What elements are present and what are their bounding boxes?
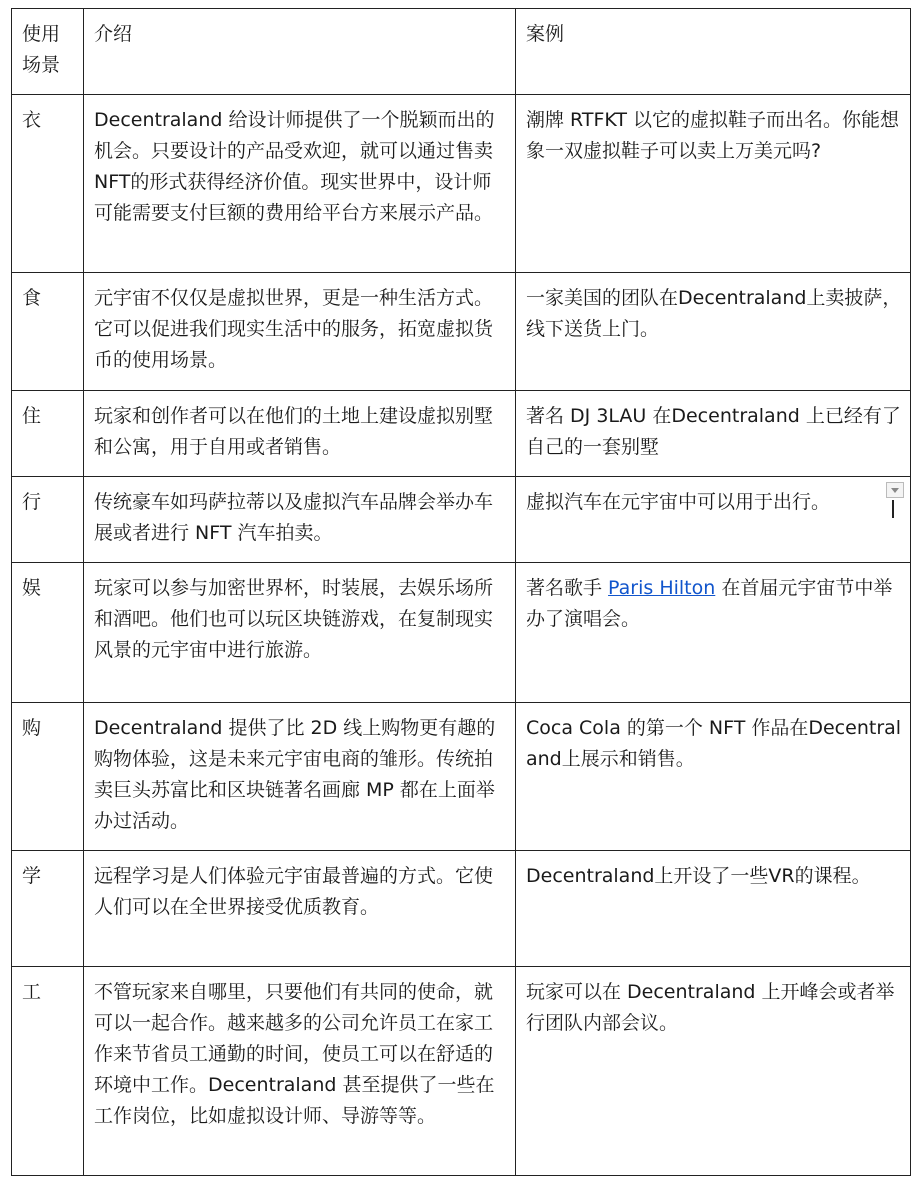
intro-cell: 不管玩家来自哪里，只要他们有共同的使命，就可以一起合作。越来越多的公司允许员工在家工作来节省员工通勤的时间，使员工可以在舒适的环境中工作。Decentraland 甚至提供了一些在工作岗位，比如虚拟设计师、导游等等。 bbox=[84, 967, 516, 1176]
paris-hilton-link[interactable]: Paris Hilton bbox=[608, 577, 716, 599]
table-row bbox=[12, 391, 911, 477]
table-row bbox=[12, 851, 911, 967]
scene-cell: 工 bbox=[12, 967, 84, 1176]
intro-cell: 远程学习是人们体验元宇宙最普遍的方式。它使人们可以在全世界接受优质教育。 bbox=[84, 851, 516, 967]
table-row bbox=[12, 703, 911, 851]
case-cell: 著名 DJ 3LAU 在Decentraland 上已经有了自己的一套别墅 bbox=[516, 391, 911, 477]
case-text-prefix: 著名歌手 bbox=[526, 577, 609, 599]
scene-cell: 行 bbox=[12, 477, 84, 563]
header-case: 案例 bbox=[516, 9, 911, 95]
intro-cell: 玩家可以参与加密世界杯，时装展，去娱乐场所和酒吧。他们也可以玩区块链游戏，在复制现实风景的元宇宙中进行旅游。 bbox=[84, 563, 516, 703]
header-row bbox=[12, 9, 911, 95]
case-cell bbox=[516, 563, 911, 703]
intro-cell: 玩家和创作者可以在他们的土地上建设虚拟别墅和公寓，用于自用或者销售。 bbox=[84, 391, 516, 477]
case-cell: 潮牌 RTFKT 以它的虚拟鞋子而出名。你能想象一双虚拟鞋子可以卖上万美元吗? bbox=[516, 95, 911, 273]
header-scene: 使用场景 bbox=[12, 9, 84, 95]
table-row bbox=[12, 273, 911, 391]
case-text-suffix: 在首届元宇宙节中举办了演唱会。 bbox=[526, 577, 893, 630]
intro-cell: 元宇宙不仅仅是虚拟世界，更是一种生活方式。它可以促进我们现实生活中的服务，拓宽虚拟货币的使用场景。 bbox=[84, 273, 516, 391]
cell-dropdown-icon[interactable] bbox=[886, 482, 904, 498]
case-cell: 虚拟汽车在元宇宙中可以用于出行。 bbox=[516, 477, 911, 563]
table-row bbox=[12, 95, 911, 273]
scene-cell: 学 bbox=[12, 851, 84, 967]
table-row bbox=[12, 967, 911, 1176]
intro-cell: 传统豪车如玛萨拉蒂以及虚拟汽车品牌会举办车展或者进行 NFT 汽车拍卖。 bbox=[84, 477, 516, 563]
intro-cell: Decentraland 提供了比 2D 线上购物更有趣的购物体验，这是未来元宇宙电商的雏形。传统拍卖巨头苏富比和区块链著名画廊 MP 都在上面举办过活动。 bbox=[84, 703, 516, 851]
case-cell: 一家美国的团队在Decentraland上卖披萨，线下送货上门。 bbox=[516, 273, 911, 391]
text-cursor bbox=[892, 500, 894, 518]
intro-cell: Decentraland 给设计师提供了一个脱颖而出的机会。只要设计的产品受欢迎，就可以通过售卖NFT的形式获得经济价值。现实世界中，设计师可能需要支付巨额的费用给平台方来展示产品。 bbox=[84, 95, 516, 273]
table-row bbox=[12, 477, 911, 563]
scene-cell: 娱 bbox=[12, 563, 84, 703]
case-cell: Coca Cola 的第一个 NFT 作品在Decentraland上展示和销售。 bbox=[516, 703, 911, 851]
scene-cell: 住 bbox=[12, 391, 84, 477]
usage-scenario-table bbox=[11, 8, 911, 1176]
case-cell: Decentraland上开设了一些VR的课程。 bbox=[516, 851, 911, 967]
table-row bbox=[12, 563, 911, 703]
scene-cell: 食 bbox=[12, 273, 84, 391]
scene-cell: 衣 bbox=[12, 95, 84, 273]
scene-cell: 购 bbox=[12, 703, 84, 851]
case-cell: 玩家可以在 Decentraland 上开峰会或者举行团队内部会议。 bbox=[516, 967, 911, 1176]
header-intro: 介绍 bbox=[84, 9, 516, 95]
